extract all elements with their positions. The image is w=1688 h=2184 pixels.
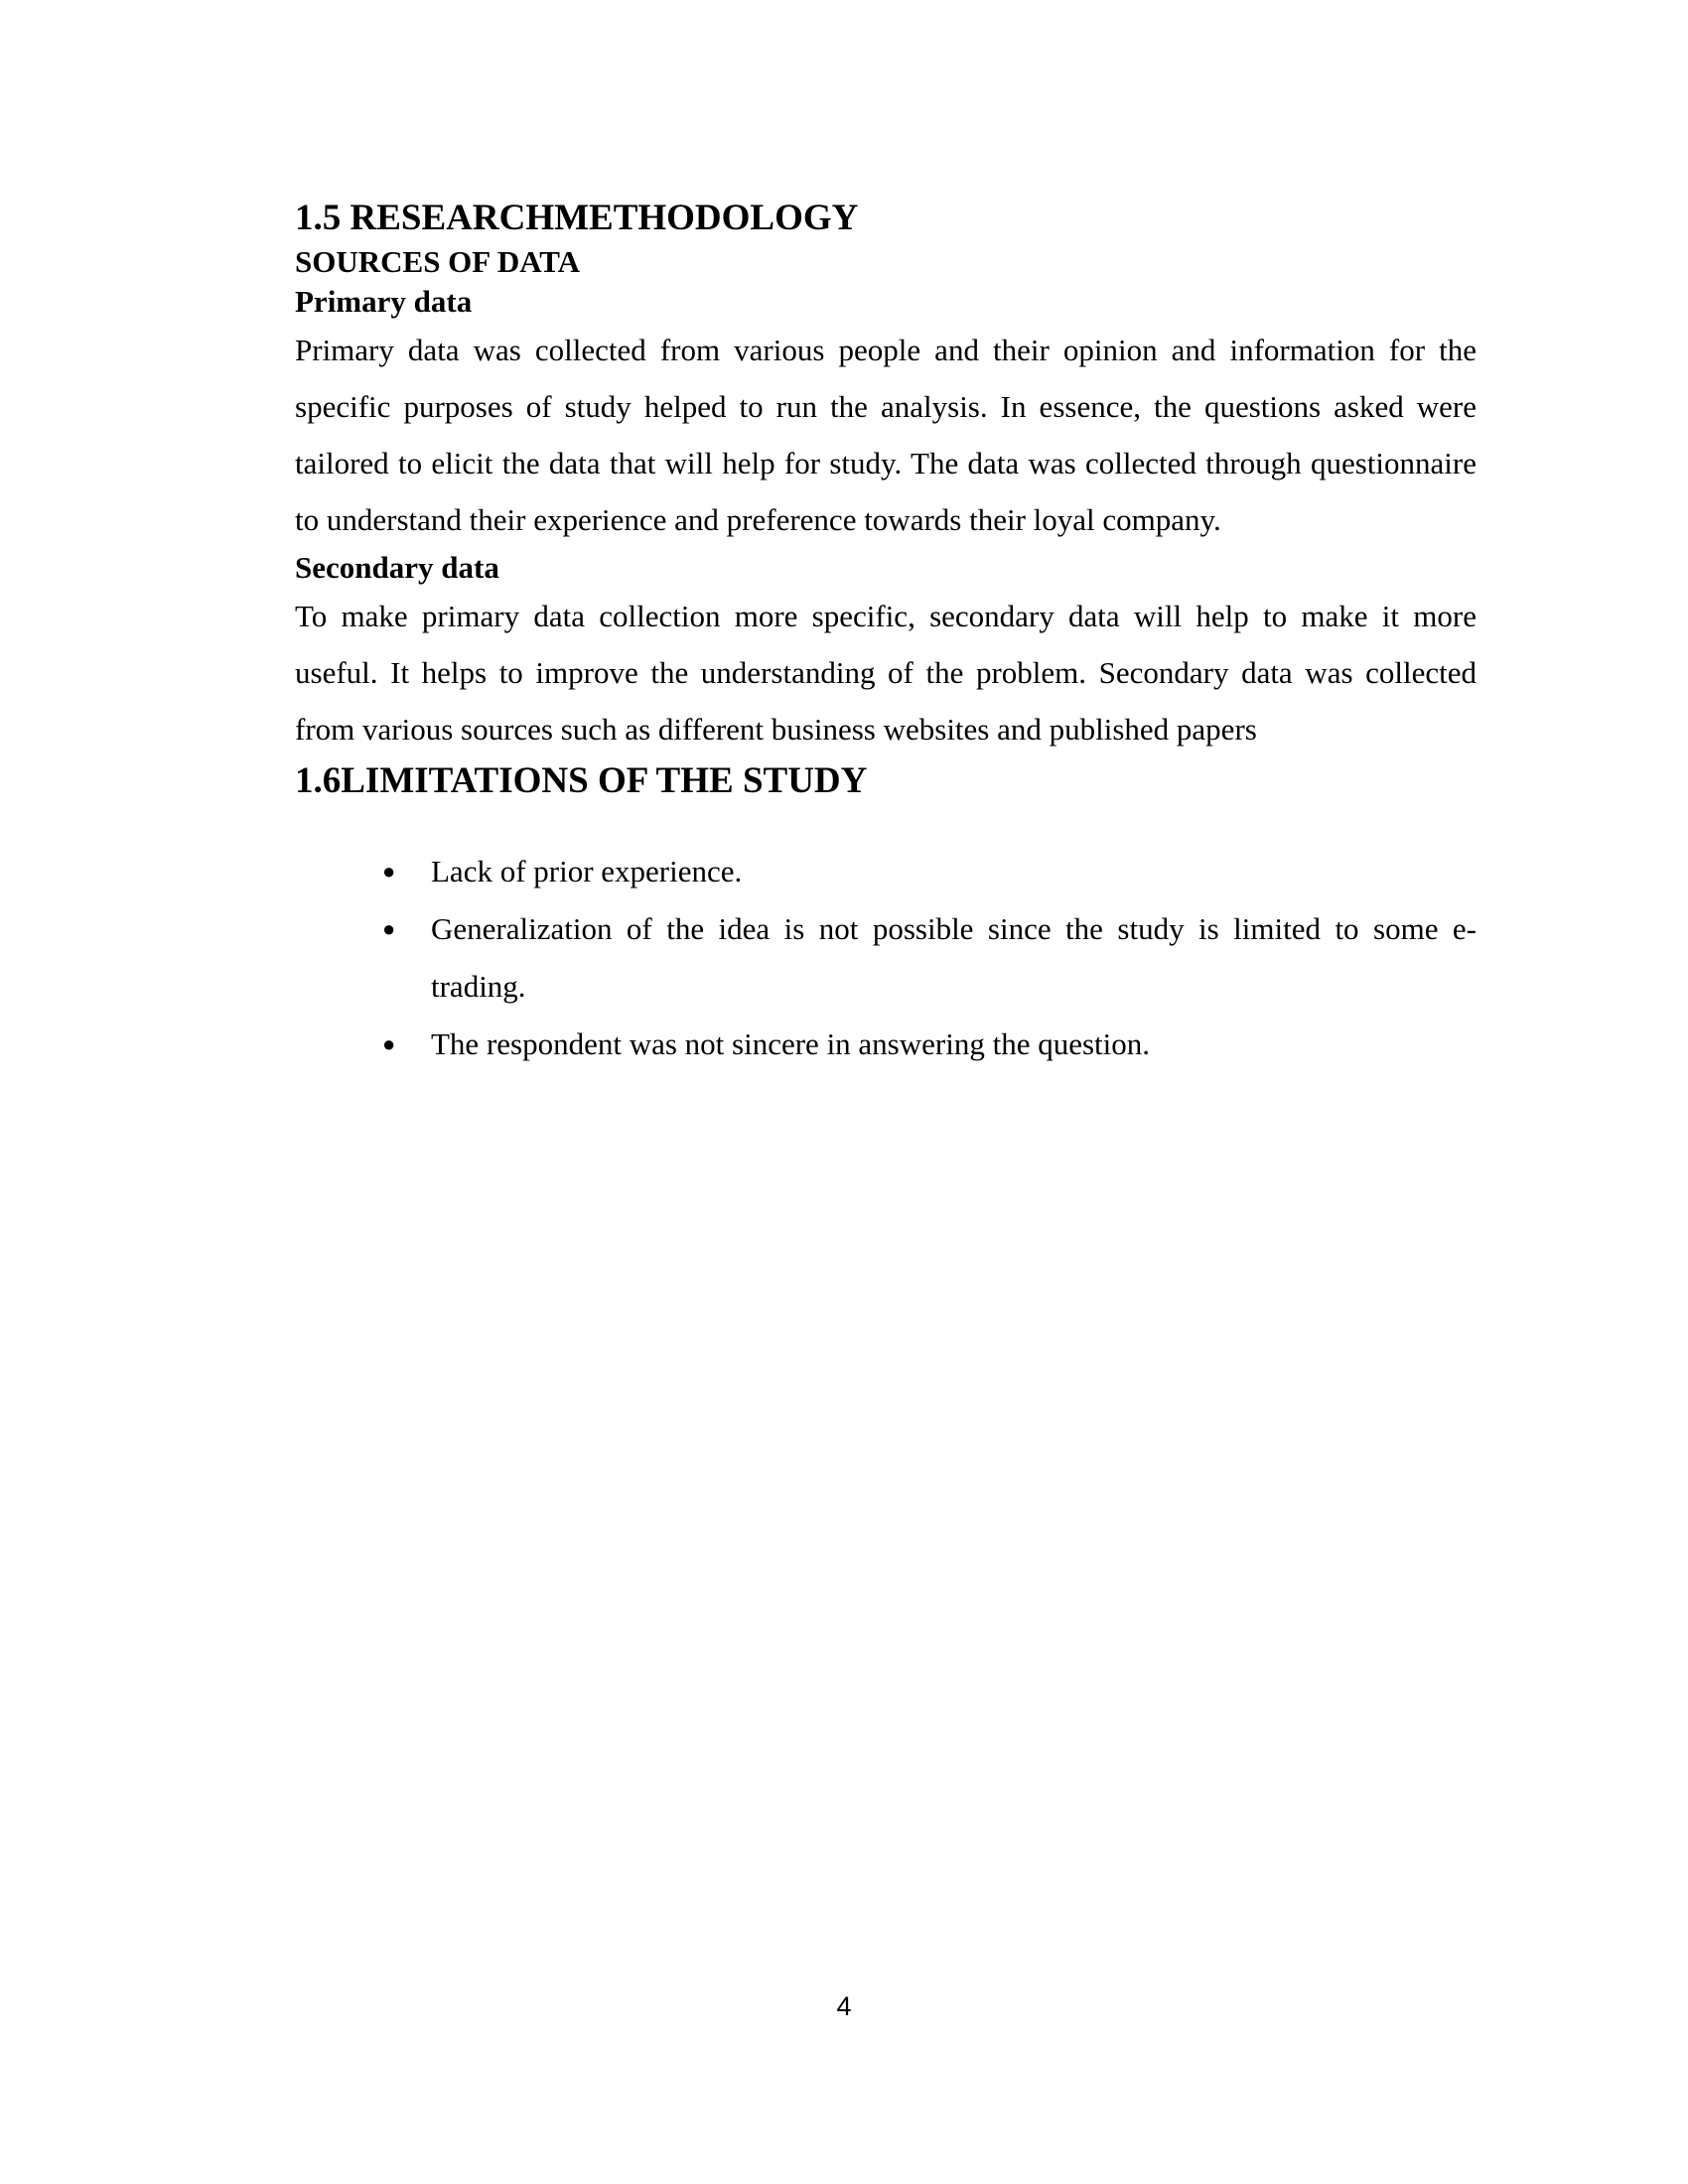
list-item-text: The respondent was not sincere in answering the question. xyxy=(431,1026,1151,1061)
section-title-research-methodology: 1.5 RESEARCHMETHODOLOGY xyxy=(295,198,859,238)
list-item-text: Generalization of the idea is not possible since the study is limited to some e-trading. xyxy=(431,911,1477,1004)
list-item-text: Lack of prior experience. xyxy=(431,854,743,888)
bullet-icon: ● xyxy=(382,859,396,884)
heading-sources-of-data: SOURCES OF DATA xyxy=(295,244,581,279)
list-item xyxy=(295,1016,1477,1073)
limitations-list xyxy=(295,843,1477,1073)
list-item xyxy=(295,900,1477,1016)
paragraph-secondary-data: To make primary data collection more specific, secondary data will help to make it more useful. It helps to improve the understanding of the problem. Secondary data was collected from various sources such as different business websites and published papers xyxy=(295,599,1477,747)
heading-secondary-data: Secondary data xyxy=(295,550,499,585)
bullet-icon: ● xyxy=(382,916,396,941)
list-item xyxy=(295,843,1477,900)
page-number: 4 xyxy=(836,1991,852,2021)
section-title-limitations: 1.6LIMITATIONS OF THE STUDY xyxy=(295,760,868,801)
page-content xyxy=(295,195,1477,1073)
bullet-icon: ● xyxy=(382,1031,396,1056)
paragraph-primary-data: Primary data was collected from various people and their opinion and information for the specific purposes of study helped to run the analysis. In essence, the questions asked were tailored to elicit the data that will help for study. The data was collected through questionnaire to understand their experience and preference towards their loyal company. xyxy=(295,333,1477,537)
heading-primary-data: Primary data xyxy=(295,284,473,319)
